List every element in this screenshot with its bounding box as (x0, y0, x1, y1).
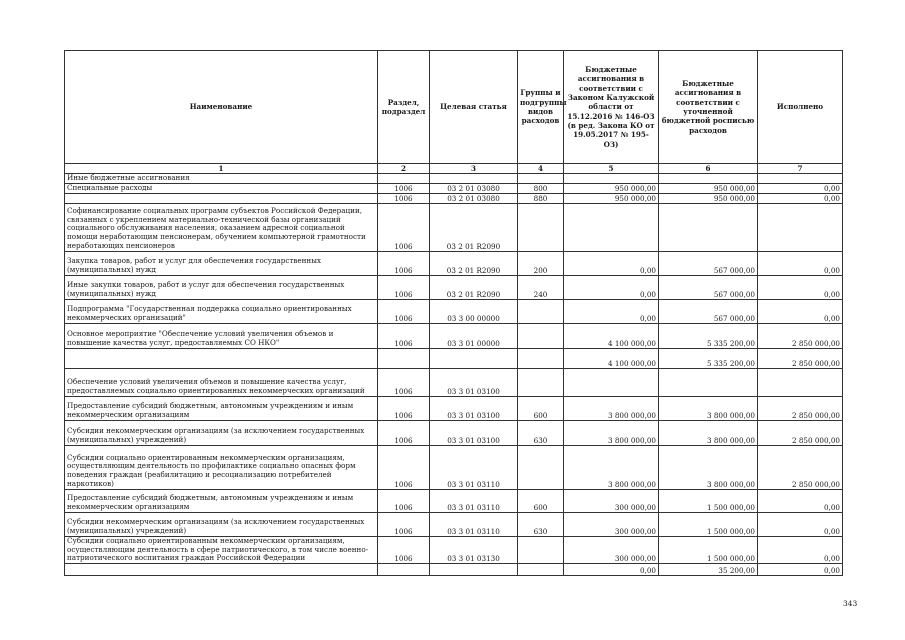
row-name: Субсидии некоммерческим организациям (за исключением государственных (муниципальных) учреждений) (65, 420, 378, 445)
row-law-amount: 300 000,00 (564, 512, 659, 536)
row-done-amount: 2 850 000,00 (758, 323, 843, 348)
table-row (65, 183, 843, 193)
row-done-amount: 2 850 000,00 (758, 420, 843, 445)
row-plan-amount (659, 174, 758, 184)
row-done-amount: 2 850 000,00 (758, 348, 843, 368)
row-plan-amount: 3 800 000,00 (659, 396, 758, 420)
row-section: 1006 (378, 275, 430, 299)
table-row (65, 489, 843, 512)
column-number: 6 (659, 164, 758, 174)
column-number: 3 (430, 164, 518, 174)
header-law: Бюджетные ассигнования в соответствии с Законом Калужской области от 15.12.2016 № 146-ОЗ (в ред. Закона КО от 19.05.2017 № 195-ОЗ) (564, 51, 659, 164)
row-group (518, 174, 564, 184)
row-target: 03 2 01 03080 (430, 193, 518, 203)
row-target (430, 348, 518, 368)
row-plan-amount (659, 368, 758, 396)
header-section: Раздел, подраздел (378, 51, 430, 164)
row-name: Предоставление субсидий бюджетным, автономным учреждениям и иным некоммерческим организациям (65, 489, 378, 512)
row-law-amount: 4 100 000,00 (564, 348, 659, 368)
row-law-amount (564, 203, 659, 251)
row-law-amount: 3 800 000,00 (564, 420, 659, 445)
table-row (65, 445, 843, 489)
row-plan-amount: 567 000,00 (659, 299, 758, 323)
row-name: Специальные расходы (65, 183, 378, 193)
table-row (65, 299, 843, 323)
row-target: 03 3 01 03100 (430, 420, 518, 445)
row-done-amount: 0,00 (758, 193, 843, 203)
row-group (518, 348, 564, 368)
row-done-amount (758, 368, 843, 396)
column-number: 1 (65, 164, 378, 174)
row-plan-amount: 950 000,00 (659, 193, 758, 203)
table-row (65, 203, 843, 251)
row-target: 03 2 01 R2090 (430, 251, 518, 275)
row-group (518, 323, 564, 348)
row-section: 1006 (378, 512, 430, 536)
row-law-amount: 0,00 (564, 299, 659, 323)
header-done: Исполнено (758, 51, 843, 164)
row-section (378, 348, 430, 368)
header-group: Группы и подгруппы видов расходов (518, 51, 564, 164)
row-plan-amount: 5 335 200,00 (659, 323, 758, 348)
table-body (65, 164, 843, 576)
table-row (65, 193, 843, 203)
row-plan-amount: 5 335 200,00 (659, 348, 758, 368)
row-plan-amount (659, 203, 758, 251)
row-target: 03 3 01 00000 (430, 323, 518, 348)
row-target: 03 3 01 03100 (430, 368, 518, 396)
row-group: 800 (518, 183, 564, 193)
row-group: 200 (518, 251, 564, 275)
header-target: Целевая статья (430, 51, 518, 164)
row-law-amount: 300 000,00 (564, 489, 659, 512)
row-group (518, 368, 564, 396)
row-target: 03 2 01 R2090 (430, 275, 518, 299)
table-row (65, 323, 843, 348)
row-done-amount (758, 203, 843, 251)
row-target: 03 3 01 03110 (430, 512, 518, 536)
column-number-row (65, 164, 843, 174)
row-section: 1006 (378, 323, 430, 348)
table-row (65, 564, 843, 576)
table-row (65, 536, 843, 563)
row-plan-amount: 3 800 000,00 (659, 445, 758, 489)
row-section: 1006 (378, 420, 430, 445)
table-row (65, 420, 843, 445)
row-plan-amount: 35 200,00 (659, 564, 758, 576)
row-law-amount: 4 100 000,00 (564, 323, 659, 348)
row-plan-amount: 950 000,00 (659, 183, 758, 193)
row-name: Предоставление субсидий бюджетным, автономным учреждениям и иным некоммерческим организациям (65, 396, 378, 420)
row-group (518, 299, 564, 323)
table-row (65, 174, 843, 184)
row-group (518, 536, 564, 563)
row-done-amount: 0,00 (758, 512, 843, 536)
row-plan-amount: 567 000,00 (659, 275, 758, 299)
row-plan-amount: 1 500 000,00 (659, 489, 758, 512)
row-law-amount: 3 800 000,00 (564, 396, 659, 420)
table-row (65, 275, 843, 299)
row-done-amount: 0,00 (758, 536, 843, 563)
row-target: 03 3 01 03110 (430, 445, 518, 489)
row-law-amount: 950 000,00 (564, 183, 659, 193)
row-done-amount: 0,00 (758, 251, 843, 275)
row-name: Софинансирование социальных программ субъектов Российской Федерации, связанных с укреплением материально-технической базы организаций социального обслуживания населения, оказанием адресной социальной помощи неработающим пенсионерам, обучением компьютерной грамотности неработающих пенсионеров (65, 203, 378, 251)
row-plan-amount: 3 800 000,00 (659, 420, 758, 445)
row-section: 1006 (378, 489, 430, 512)
row-name (65, 348, 378, 368)
row-section: 1006 (378, 445, 430, 489)
row-section: 1006 (378, 299, 430, 323)
table-row (65, 368, 843, 396)
row-group: 240 (518, 275, 564, 299)
row-section: 1006 (378, 251, 430, 275)
table-row (65, 396, 843, 420)
row-group (518, 445, 564, 489)
row-target: 03 3 01 03100 (430, 396, 518, 420)
row-target: 03 3 01 03110 (430, 489, 518, 512)
row-group: 600 (518, 489, 564, 512)
header-plan: Бюджетные ассигнования в соответствии с уточненной бюджетной росписью расходов (659, 51, 758, 164)
row-group (518, 564, 564, 576)
row-law-amount: 0,00 (564, 275, 659, 299)
row-name: Основное мероприятие "Обеспечение условий увеличения объемов и повышение качества услуг, предоставляемых СО НКО" (65, 323, 378, 348)
row-target: 03 2 01 R2090 (430, 203, 518, 251)
row-done-amount (758, 174, 843, 184)
row-target: 03 3 00 00000 (430, 299, 518, 323)
row-law-amount: 0,00 (564, 251, 659, 275)
row-target (430, 174, 518, 184)
row-group (518, 203, 564, 251)
row-plan-amount: 1 500 000,00 (659, 536, 758, 563)
row-name: Обеспечение условий увеличения объемов и повышение качества услуг, предоставляемых социально ориентированных некоммерческих организаций (65, 368, 378, 396)
row-done-amount: 2 850 000,00 (758, 396, 843, 420)
row-section (378, 174, 430, 184)
header-row (65, 51, 843, 164)
row-name (65, 564, 378, 576)
row-section: 1006 (378, 193, 430, 203)
row-section (378, 564, 430, 576)
row-done-amount: 0,00 (758, 299, 843, 323)
row-done-amount: 0,00 (758, 183, 843, 193)
row-name: Иные закупки товаров, работ и услуг для обеспечения государственных (муниципальных) нужд (65, 275, 378, 299)
row-plan-amount: 567 000,00 (659, 251, 758, 275)
row-section: 1006 (378, 396, 430, 420)
row-law-amount: 950 000,00 (564, 193, 659, 203)
row-done-amount: 2 850 000,00 (758, 445, 843, 489)
row-group: 630 (518, 420, 564, 445)
row-name: Субсидии социально ориентированным некоммерческим организациям, осуществляющим деятельность в сфере патриотического, в том числе военно-патриотического воспитания граждан Российской Федерации (65, 536, 378, 563)
column-number: 7 (758, 164, 843, 174)
row-section: 1006 (378, 536, 430, 563)
row-name: Субсидии некоммерческим организациям (за исключением государственных (муниципальных) учреждений) (65, 512, 378, 536)
row-section: 1006 (378, 368, 430, 396)
budget-table (64, 50, 843, 576)
row-law-amount: 0,00 (564, 564, 659, 576)
row-group: 600 (518, 396, 564, 420)
row-law-amount (564, 174, 659, 184)
row-law-amount: 300 000,00 (564, 536, 659, 563)
table-row (65, 512, 843, 536)
row-target: 03 2 01 03080 (430, 183, 518, 193)
row-name: Иные бюджетные ассигнования (65, 174, 378, 184)
row-name (65, 193, 378, 203)
row-name: Закупка товаров, работ и услуг для обеспечения государственных (муниципальных) нужд (65, 251, 378, 275)
row-law-amount (564, 368, 659, 396)
row-section: 1006 (378, 203, 430, 251)
row-name: Субсидии социально ориентированным некоммерческим организациям, осуществляющим деятельность по профилактике социально опасных форм поведения граждан (реабилитацию и ресоциализацию потребителей наркотиков) (65, 445, 378, 489)
row-done-amount: 0,00 (758, 275, 843, 299)
row-group: 630 (518, 512, 564, 536)
column-number: 5 (564, 164, 659, 174)
row-target (430, 564, 518, 576)
header-name: Наименование (65, 51, 378, 164)
page-number: 343 (843, 599, 858, 608)
row-law-amount: 3 800 000,00 (564, 445, 659, 489)
row-done-amount: 0,00 (758, 489, 843, 512)
row-section: 1006 (378, 183, 430, 193)
row-name: Подпрограмма "Государственная поддержка социально ориентированных некоммерческих организаций" (65, 299, 378, 323)
row-group: 880 (518, 193, 564, 203)
table-row (65, 251, 843, 275)
table-row (65, 348, 843, 368)
row-plan-amount: 1 500 000,00 (659, 512, 758, 536)
column-number: 4 (518, 164, 564, 174)
row-done-amount: 0,00 (758, 564, 843, 576)
row-target: 03 3 01 03130 (430, 536, 518, 563)
column-number: 2 (378, 164, 430, 174)
